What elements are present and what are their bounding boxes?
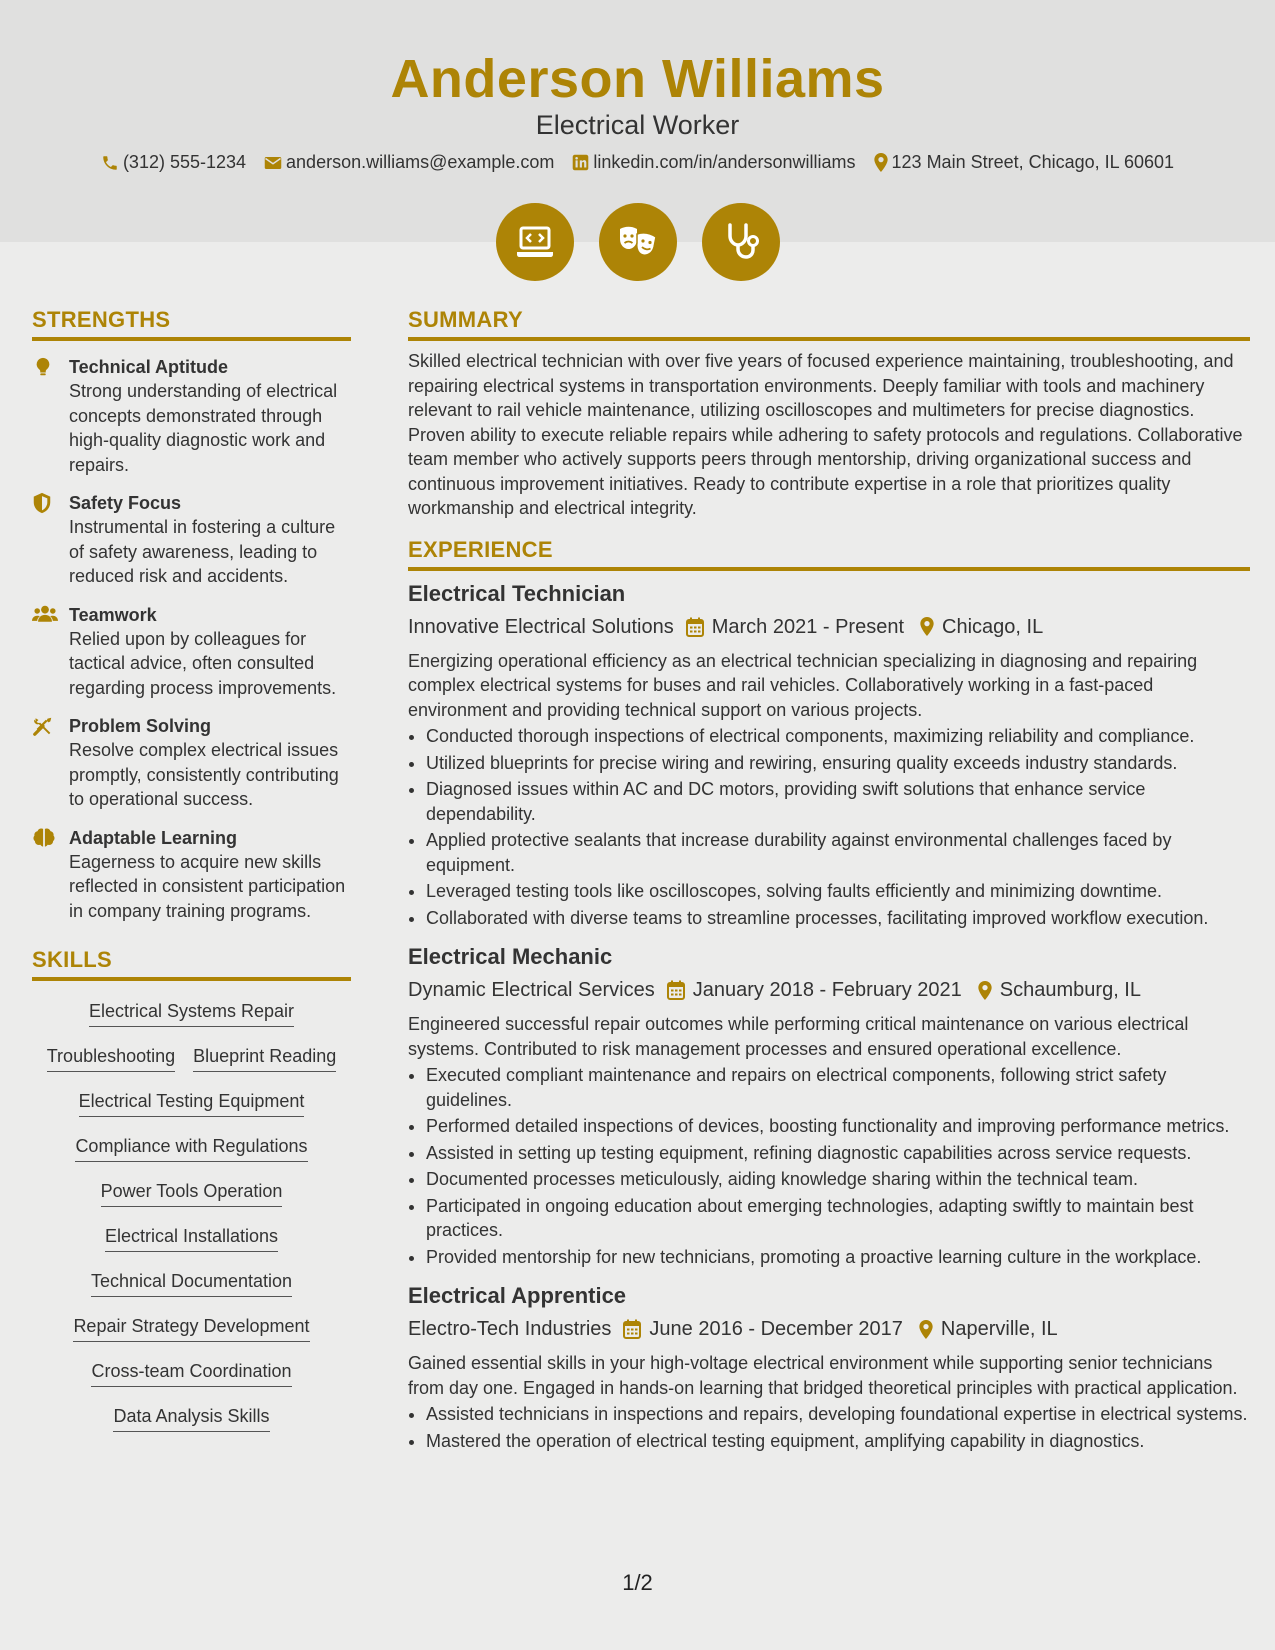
email-text: anderson.williams@example.com (286, 152, 555, 172)
job-dates: January 2018 - February 2021 (692, 979, 962, 1001)
job-bullet: • Conducted thorough inspections of electrical components, maximizing reliability and compliance. (426, 724, 1250, 749)
phone-text: (312) 555-1234 (122, 152, 247, 172)
strength-item (32, 491, 351, 589)
calendar-icon (667, 980, 685, 1000)
contact-address (874, 152, 1175, 173)
job-bullets (408, 724, 1250, 930)
job-location: Schaumburg, IL (999, 979, 1141, 1001)
skills-heading: SKILLS (32, 947, 351, 981)
skill-tag: Power Tools Operation (101, 1179, 283, 1207)
candidate-name: Anderson Williams (390, 49, 885, 109)
job-bullet: • Participated in ongoing education about emerging technologies, adapting swiftly to maintain best practices. (426, 1194, 1250, 1243)
skill-tag: Electrical Testing Equipment (79, 1089, 305, 1117)
users-icon (32, 604, 58, 624)
job-description: Engineered successful repair outcomes while performing critical maintenance on various electrical systems. Contributed to risk management processes and ensured operational excellence. (408, 1014, 1189, 1059)
job-company: Dynamic Electrical Services (408, 979, 655, 1001)
summary-heading: SUMMARY (408, 307, 1250, 341)
job-bullet: • Provided mentorship for new technicians, promoting a proactive learning culture in the workplace. (426, 1245, 1250, 1270)
job-entry (408, 1281, 1250, 1453)
job-dates: March 2021 - Present (711, 615, 905, 638)
strength-title: Problem Solving (69, 716, 212, 736)
job-title: Electrical Technician (408, 580, 626, 606)
strength-item (32, 714, 351, 812)
right-column (408, 307, 1250, 1465)
strength-desc: Eagerness to acquire new skills reflected in consistent participation in company training programs. (69, 851, 346, 921)
job-bullet: • Assisted technicians in inspections and repairs, developing foundational expertise in electrical systems. (426, 1402, 1250, 1427)
skill-tag: Technical Documentation (91, 1269, 292, 1297)
envelope-icon (264, 155, 282, 171)
strength-title: Safety Focus (69, 493, 182, 513)
skill-tag: Repair Strategy Development (73, 1314, 309, 1342)
job-bullet: • Mastered the operation of electrical testing equipment, amplifying capability in diagnostics. (426, 1429, 1250, 1454)
theater-masks-icon (599, 203, 677, 281)
job-meta (408, 976, 1250, 1004)
strength-desc: Instrumental in fostering a culture of safety awareness, leading to reduced risk and accidents. (69, 517, 336, 586)
job-title: Electrical Apprentice (408, 1283, 627, 1308)
skill-tag: Troubleshooting (47, 1044, 175, 1072)
left-column (32, 307, 351, 1432)
contact-phone[interactable] (101, 152, 246, 173)
strengths-list (32, 355, 351, 923)
job-description: Energizing operational efficiency as an electrical technician specializing in diagnosing and repairing complex electrical systems for buses and rail vehicles. Collaboratively working in a fast-paced environment and providing technical support on various projects. (408, 650, 1198, 720)
skill-tag: Electrical Systems Repair (89, 999, 294, 1027)
icon-badges (0, 203, 1275, 281)
job-bullet: • Diagnosed issues within AC and DC motors, providing swift solutions that enhance service dependability. (426, 777, 1250, 826)
strength-desc: Strong understanding of electrical concepts demonstrated through high-quality diagnostic work and repairs. (69, 381, 338, 475)
skill-tag: Compliance with Regulations (75, 1134, 307, 1162)
summary-text: Skilled electrical technician with over five years of focused experience maintaining, troubleshooting, and repairing electrical systems in transportation environments. Deeply familiar with tools and machinery relevant to rail vehicle maintenance, utilizing oscilloscopes and multimeters for precise diagnostics. Proven ability to execute reliable repairs while adhering to safety protocols and regulations. Collaborative team member who actively supports peers through mentorship, driving organizational success and continuous improvement initiatives. Ready to contribute expertise in a role that prioritizes quality workmanship and electrical integrity. (408, 351, 1243, 518)
job-entry (408, 579, 1250, 931)
job-bullet: • Collaborated with diverse teams to streamline processes, facilitating improved workflow execution. (426, 906, 1250, 931)
location-pin-icon (919, 1320, 933, 1339)
skill-tag: Cross-team Coordination (91, 1359, 291, 1387)
strength-title: Technical Aptitude (69, 357, 229, 377)
strengths-heading: STRENGTHS (32, 307, 351, 341)
experience-heading: EXPERIENCE (408, 537, 1250, 571)
strength-item (32, 355, 351, 477)
strength-desc: Resolve complex electrical issues promptly, consistently contributing to operational success. (69, 740, 339, 809)
job-location: Naperville, IL (940, 1318, 1058, 1340)
phone-icon (101, 154, 119, 172)
calendar-icon (623, 1319, 641, 1339)
skills-list (32, 999, 351, 1432)
tools-icon (32, 715, 54, 737)
laptop-code-icon (496, 203, 574, 281)
skill-tag: Electrical Installations (105, 1224, 278, 1252)
linkedin-icon (572, 154, 589, 171)
job-bullet: • Executed compliant maintenance and repairs on electrical components, following strict safety guidelines. (426, 1063, 1250, 1112)
job-meta (408, 613, 1250, 641)
skill-tag: Blueprint Reading (193, 1044, 336, 1072)
address-text: 123 Main Street, Chicago, IL 60601 (891, 152, 1175, 172)
job-bullet: • Applied protective sealants that increase durability against environmental challenges faced by equipment. (426, 828, 1250, 877)
lightbulb-icon (32, 356, 54, 378)
job-location: Chicago, IL (942, 615, 1044, 638)
linkedin-text: linkedin.com/in/andersonwilliams (593, 152, 856, 172)
job-bullet: • Performed detailed inspections of devices, boosting functionality and improving performance metrics. (426, 1114, 1250, 1139)
candidate-role: Electrical Worker (535, 110, 740, 140)
job-bullet: • Leveraged testing tools like oscilloscopes, solving faults efficiently and minimizing downtime. (426, 879, 1250, 904)
location-pin-icon (978, 981, 992, 1000)
job-company: Electro-Tech Industries (408, 1318, 612, 1340)
location-pin-icon (920, 617, 934, 636)
job-dates: June 2016 - December 2017 (649, 1318, 903, 1340)
job-title: Electrical Mechanic (408, 944, 613, 969)
job-meta (408, 1315, 1250, 1343)
job-bullet: • Documented processes meticulously, aiding knowledge sharing within the technical team. (426, 1167, 1250, 1192)
contact-bar (0, 152, 1275, 173)
stethoscope-icon (702, 203, 780, 281)
strength-item (32, 603, 351, 701)
location-pin-icon (874, 153, 888, 172)
skill-tag: Data Analysis Skills (113, 1404, 269, 1432)
job-bullet: • Utilized blueprints for precise wiring and rewiring, ensuring quality exceeds industry standards. (426, 751, 1250, 776)
strength-title: Teamwork (69, 604, 157, 625)
calendar-icon (686, 617, 704, 637)
strength-title: Adaptable Learning (69, 827, 238, 848)
job-company: Innovative Electrical Solutions (408, 615, 674, 638)
job-bullets (408, 1402, 1250, 1453)
job-description: Gained essential skills in your high-voltage electrical environment while supporting senior technicians from day one. Engaged in hands-on learning that bridged theoretical principles with practical application. (408, 1353, 1238, 1398)
shield-icon (32, 492, 52, 514)
brain-icon (32, 827, 56, 847)
strength-desc: Relied upon by colleagues for tactical advice, often consulted regarding process improvements. (69, 628, 337, 698)
contact-email[interactable] (264, 152, 554, 173)
strength-item (32, 826, 351, 924)
job-bullet: • Assisted in setting up testing equipment, refining diagnostic capabilities across service requests. (426, 1141, 1250, 1166)
page-number: 1/2 (622, 1570, 653, 1595)
job-bullets (408, 1063, 1250, 1269)
contact-linkedin[interactable] (572, 152, 855, 173)
job-entry (408, 942, 1250, 1269)
